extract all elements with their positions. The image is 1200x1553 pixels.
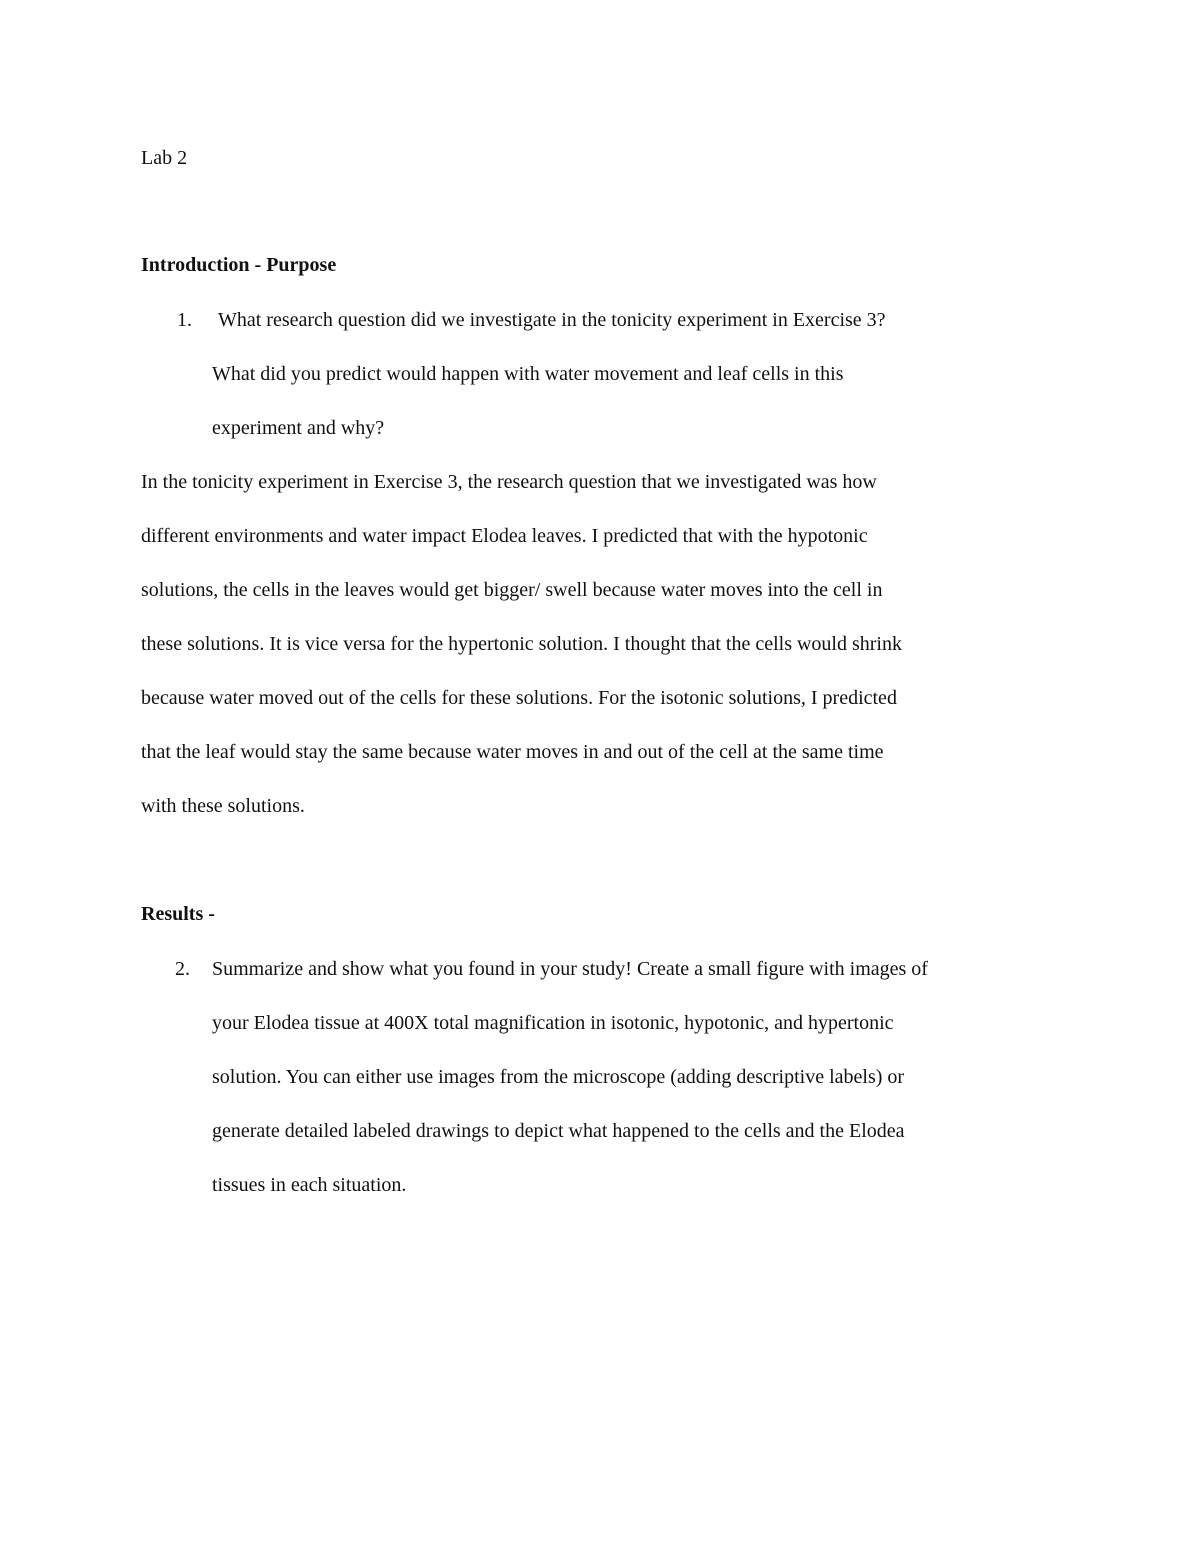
answer-paragraph-line: with these solutions. [141,795,305,817]
answer-paragraph-line: that the leaf would stay the same because water moves in and out of the cell at the same time [141,741,884,763]
question-1-number: 1. [177,309,192,331]
answer-paragraph-line: solutions, the cells in the leaves would get bigger/ swell because water moves into the cell in [141,579,883,601]
question-1-line: What research question did we investigate in the tonicity experiment in Exercise 3? [218,309,886,331]
question-2-line: solution. You can either use images from the microscope (adding descriptive labels) or [212,1066,905,1088]
question-1-line: What did you predict would happen with water movement and leaf cells in this [212,363,844,385]
question-2-line: Summarize and show what you found in your study! Create a small figure with images of [212,958,928,980]
question-1-line: experiment and why? [212,417,385,439]
question-2-number: 2. [175,958,190,980]
introduction-heading: Introduction - Purpose [141,254,337,276]
question-2-line: your Elodea tissue at 400X total magnification in isotonic, hypotonic, and hypertonic [212,1012,894,1034]
answer-paragraph-line: different environments and water impact Elodea leaves. I predicted that with the hypotonic [141,525,868,547]
answer-paragraph-line: In the tonicity experiment in Exercise 3, the research question that we investigated was how [141,471,877,493]
question-2-line: tissues in each situation. [212,1174,407,1196]
question-2-line: generate detailed labeled drawings to depict what happened to the cells and the Elodea [212,1120,905,1142]
results-heading: Results - [141,903,215,925]
answer-paragraph-line: because water moved out of the cells for these solutions. For the isotonic solutions, I predicted [141,687,897,709]
document-title: Lab 2 [141,147,188,169]
answer-paragraph-line: these solutions. It is vice versa for the hypertonic solution. I thought that the cells would shrink [141,633,902,655]
